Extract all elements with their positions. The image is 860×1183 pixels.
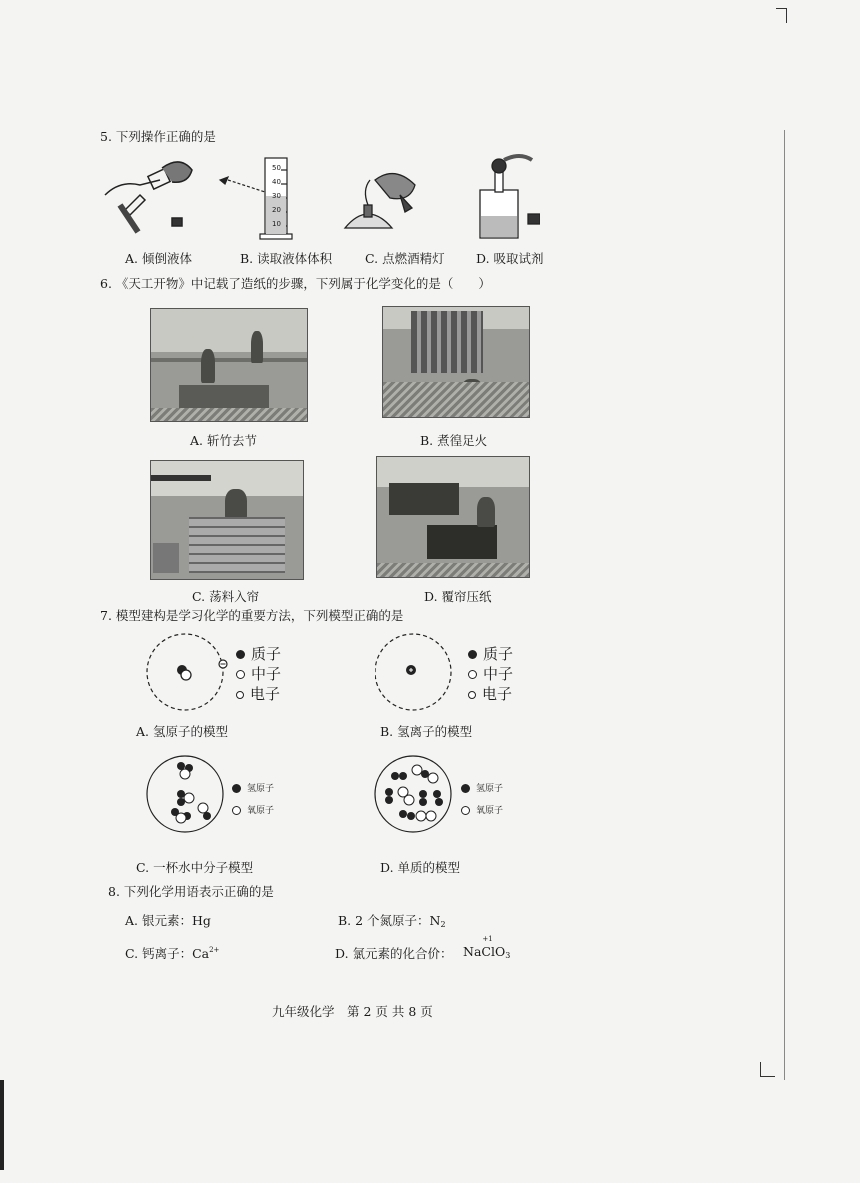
- q6-option-c: C. 荡料入帘: [192, 589, 260, 604]
- hydrogen-atom-model: [145, 628, 235, 718]
- corner-mark-bottom: [760, 1062, 775, 1077]
- legend-neutron-b: 中子: [468, 664, 513, 684]
- q6-option-d: D. 覆帘压纸: [424, 589, 492, 604]
- atom-legend-a: [236, 644, 281, 704]
- pouring-liquid-illustration: [105, 162, 192, 232]
- cylinder-tick-10: 10: [272, 220, 281, 228]
- neutron-icon: [236, 670, 245, 679]
- q8-option-c-superscript: 2+: [209, 946, 220, 954]
- neutron-icon: [468, 670, 477, 679]
- q8-option-d: [335, 944, 453, 962]
- dropper-bottle-illustration: [480, 156, 540, 238]
- cylinder-tick-40: 40: [272, 178, 281, 186]
- q5-option-b: B. 读取液体体积: [240, 251, 333, 266]
- q7-option-b: B. 氢离子的模型: [380, 724, 473, 739]
- oxygen-atom-icon: [461, 806, 470, 815]
- formula-subscript: 3: [505, 951, 511, 960]
- papermaking-image-a: [150, 308, 308, 422]
- legend-oxygen-d: 氧原子: [461, 800, 503, 822]
- page-edge-line: [784, 130, 785, 1080]
- legend-electron-b: 电子: [468, 684, 513, 704]
- legend-proton-a: 质子: [236, 644, 281, 664]
- question-6-stem: 6. 《天工开物》中记载了造纸的步骤，下列属于化学变化的是（ ）: [100, 276, 491, 291]
- atom-legend-b: [468, 644, 513, 704]
- cylinder-tick-30: 30: [272, 192, 281, 200]
- page-footer: 九年级化学 第 2 页 共 8 页: [272, 1004, 433, 1019]
- legend-proton-b: 质子: [468, 644, 513, 664]
- water-molecule-model: [145, 754, 227, 836]
- oxygen-atom-icon: [232, 806, 241, 815]
- binding-shadow: [0, 1080, 4, 1170]
- question-7-stem: 7. 模型建构是学习化学的重要方法，下列模型正确的是: [100, 608, 404, 623]
- q8-formula: [463, 935, 511, 960]
- cylinder-tick-labels: [272, 161, 281, 231]
- alcohol-lamp-illustration: [345, 174, 415, 228]
- question-8-stem: 8. 下列化学用语表示正确的是: [108, 884, 274, 899]
- q7-option-a: A. 氢原子的模型: [136, 724, 228, 739]
- electron-icon: [468, 691, 476, 699]
- legend-oxygen-c: 氧原子: [232, 800, 274, 822]
- q7-option-c: C. 一杯水中分子模型: [136, 860, 254, 875]
- graduated-cylinder-illustration: [220, 158, 292, 239]
- q8-option-c: [125, 944, 219, 962]
- question-5-stem: 5. 下列操作正确的是: [100, 129, 216, 144]
- electron-icon: [236, 691, 244, 699]
- q5-option-c: C. 点燃酒精灯: [365, 251, 445, 266]
- q6-option-a: A. 斩竹去节: [190, 433, 257, 448]
- molecule-legend-d: [461, 778, 503, 822]
- hydrogen-atom-icon: [461, 784, 470, 793]
- q8-option-a: A. 银元素：Hg: [125, 913, 211, 928]
- cylinder-tick-20: 20: [272, 206, 281, 214]
- q7-option-d: D. 单质的模型: [380, 860, 461, 875]
- q8-option-c-text: C. 钙离子：Ca: [125, 946, 210, 961]
- proton-icon: [468, 650, 477, 659]
- corner-mark-top: [776, 8, 787, 23]
- legend-hydrogen-d: 氢原子: [461, 778, 503, 800]
- q5-option-a: A. 倾倒液体: [125, 251, 192, 266]
- molecule-legend-c: [232, 778, 274, 822]
- q6-option-b: B. 煮徨足火: [420, 433, 488, 448]
- valence-mark: +1: [482, 935, 493, 943]
- legend-hydrogen-c: 氢原子: [232, 778, 274, 800]
- hydrogen-ion-model: [375, 628, 465, 718]
- q5-illustrations: [100, 150, 540, 242]
- q8-option-b: [338, 911, 446, 929]
- element-substance-model: [373, 754, 455, 836]
- papermaking-image-b: [382, 306, 530, 418]
- q5-option-d: D. 吸取试剂: [476, 251, 544, 266]
- hydrogen-atom-icon: [232, 784, 241, 793]
- proton-icon: [236, 650, 245, 659]
- formula-clo: ClO: [481, 944, 506, 959]
- legend-neutron-a: 中子: [236, 664, 281, 684]
- cylinder-tick-50: 50: [272, 164, 281, 172]
- formula-na: Na: [463, 944, 482, 959]
- papermaking-image-d: [376, 456, 530, 578]
- papermaking-image-c: [150, 460, 304, 580]
- q8-option-d-text: D. 氯元素的化合价：: [335, 946, 453, 961]
- legend-electron-a: 电子: [236, 684, 281, 704]
- q8-option-b-subscript: 2: [440, 920, 446, 929]
- q8-option-b-text: B. 2 个氮原子：N: [338, 913, 441, 928]
